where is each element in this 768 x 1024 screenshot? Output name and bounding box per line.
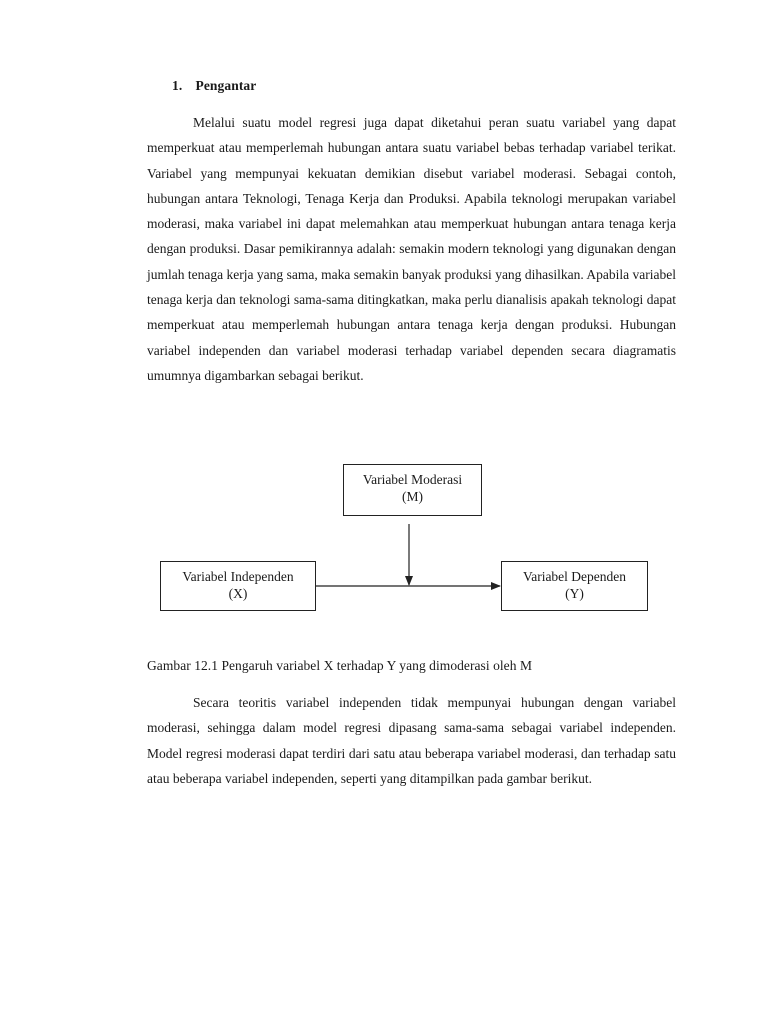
section-title: Pengantar [195, 78, 257, 93]
dependent-box [501, 561, 648, 611]
independent-symbol: (X) [228, 586, 248, 601]
paragraph-theory [147, 690, 676, 791]
section-number: 1. [172, 78, 183, 93]
independent-label: Variabel Independen [182, 569, 294, 584]
figure-caption: Gambar 12.1 Pengaruh variabel X terhadap Y yang dimoderasi oleh M [147, 658, 533, 673]
paragraph-theory-text: Secara teoritis variabel independen tidak mempunyai hubungan dengan variabel moderasi, sehingga dalam model regresi dipasang sama-sama sebagai variabel independen. Model regresi moderasi dapat terdiri dari satu atau beberapa variabel moderasi, dan terhadap satu atau beberapa variabel independen, seperti yang ditampilkan pada gambar berikut. [147, 695, 676, 786]
independent-box [160, 561, 316, 611]
dependent-label: Variabel Dependen [522, 569, 627, 584]
moderator-symbol: (M) [402, 489, 423, 504]
moderator-label: Variabel Moderasi [362, 472, 463, 487]
dependent-symbol: (Y) [565, 586, 584, 601]
moderator-box [343, 464, 482, 516]
paragraph-intro [147, 110, 676, 388]
paragraph-intro-text: Melalui suatu model regresi juga dapat diketahui peran suatu variabel yang dapat memperkuat atau memperlemah hubungan antara suatu variabel bebas terhadap variabel terikat. Variabel yang mempunyai kekuatan demikian disebut variabel moderasi. Sebagai contoh, hubungan antara Teknologi, Tenaga Kerja dan Produksi. Apabila teknologi merupakan variabel moderasi, maka variabel ini dapat melemahkan atau memperkuat hubungan antara tenaga kerja dengan produksi. Dasar pemikirannya adalah: semakin modern teknologi yang digunakan dengan jumlah tenaga kerja yang sama, maka semakin banyak produksi yang dihasilkan. Apabila variabel tenaga kerja dan teknologi sama-sama ditingkatkan, maka perlu dianalisis apakah teknologi dapat memperkuat atau memperlemah hubungan antara tenaga kerja dengan produksi. Hubungan variabel independen dan variabel moderasi terhadap variabel dependen secara diagramatis umumnya digambarkan sebagai berikut. [147, 115, 676, 383]
section-heading [172, 78, 256, 94]
